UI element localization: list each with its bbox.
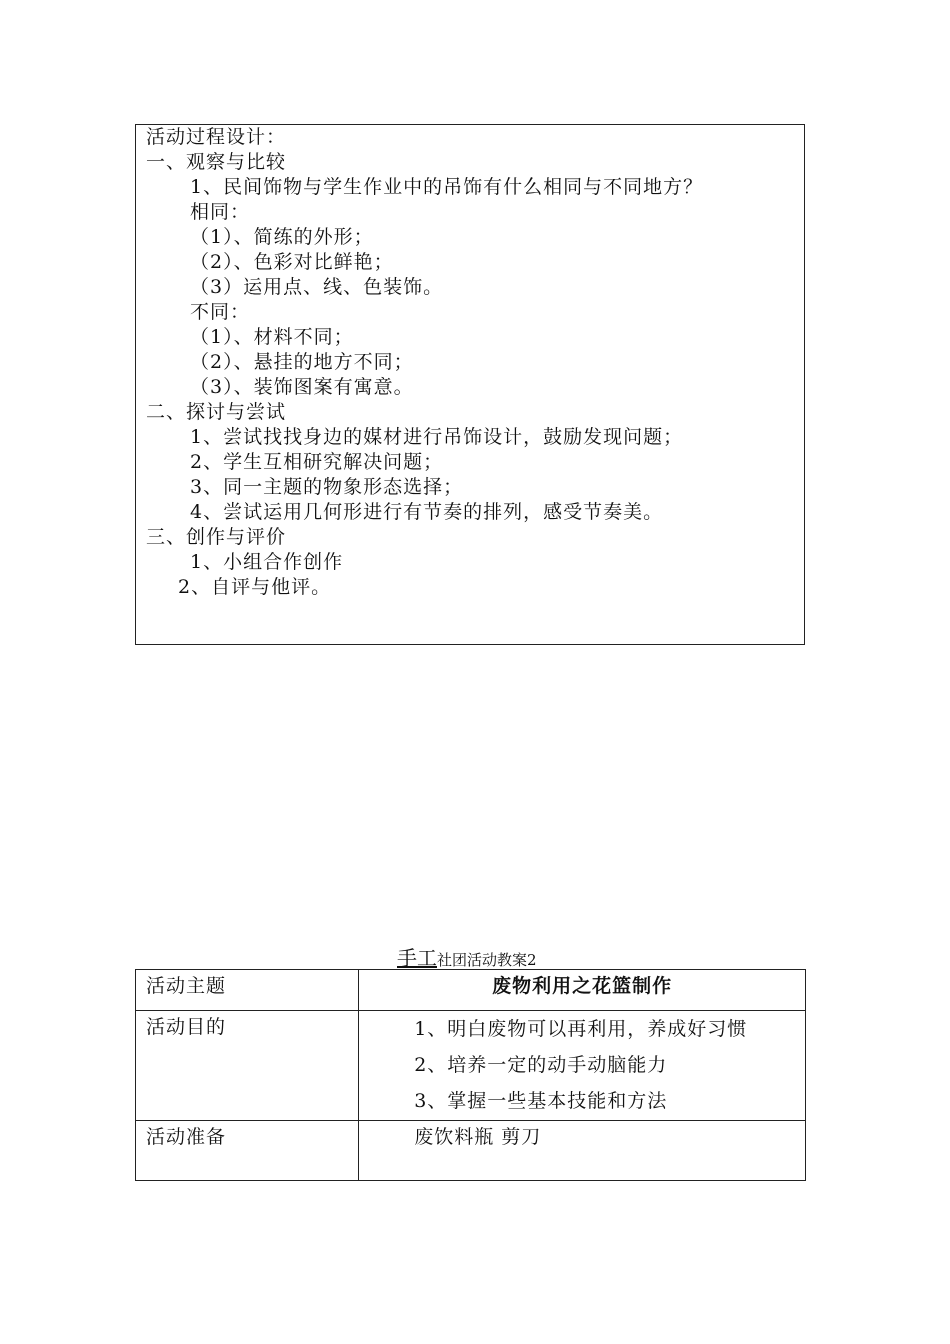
question-1: 1、民间饰物与学生作业中的吊饰有什么相同与不同地方？ — [190, 176, 704, 198]
create-item-1: 1、小组合作创作 — [190, 551, 344, 573]
diff-item-1: （1）、材料不同； — [190, 326, 354, 348]
goal-item-1: 1、明白废物可以再利用，养成好习惯 — [414, 1018, 748, 1040]
diff-item-3: （3）、装饰图案有寓意。 — [190, 376, 414, 398]
lesson-plan-2-table — [135, 969, 806, 1181]
goal-item-2: 2、培养一定的动手动脑能力 — [414, 1054, 668, 1076]
same-item-1: （1）、简练的外形； — [190, 226, 374, 248]
title-club-plan: 社团活动教案2 — [437, 951, 537, 969]
section-2-heading: 二、探讨与尝试 — [146, 401, 287, 423]
same-item-2: （2）、色彩对比鲜艳； — [190, 251, 394, 273]
theme-value: 废物利用之花篮制作 — [359, 970, 806, 1011]
theme-label: 活动主题 — [146, 975, 227, 997]
prep-row — [136, 1121, 806, 1181]
title-handcraft: 手工 — [397, 946, 437, 970]
create-item-2: 2、自评与他评。 — [178, 576, 332, 598]
explore-item-2: 2、学生互相研究解决问题； — [190, 451, 444, 473]
section-3-heading: 三、创作与评价 — [146, 526, 287, 548]
explore-item-4: 4、尝试运用几何形进行有节奏的排列，感受节奏美。 — [190, 501, 664, 523]
diff-label: 不同： — [190, 301, 251, 323]
goal-row — [136, 1011, 806, 1121]
theme-row — [136, 970, 806, 1011]
goal-item-3: 3、掌握一些基本技能和方法 — [414, 1090, 668, 1112]
prep-label: 活动准备 — [146, 1126, 227, 1148]
same-item-3: （3）运用点、线、色装饰。 — [190, 276, 444, 298]
explore-item-1: 1、尝试找找身边的媒材进行吊饰设计，鼓励发现问题； — [190, 426, 684, 448]
goal-label-cell — [136, 1011, 359, 1121]
prep-label-cell — [136, 1121, 359, 1181]
same-label: 相同： — [190, 201, 251, 223]
process-design-box — [135, 124, 805, 645]
prep-cell — [359, 1121, 806, 1181]
prep-value: 废饮料瓶 剪刀 — [414, 1126, 542, 1148]
explore-item-3: 3、同一主题的物象形态选择； — [190, 476, 464, 498]
theme-label-cell — [136, 970, 359, 1011]
heading-process: 活动过程设计： — [146, 126, 287, 148]
goal-cell — [359, 1011, 806, 1121]
section-1-heading: 一、观察与比较 — [146, 151, 287, 173]
goal-label: 活动目的 — [146, 1016, 227, 1038]
diff-item-2: （2）、悬挂的地方不同； — [190, 351, 414, 373]
